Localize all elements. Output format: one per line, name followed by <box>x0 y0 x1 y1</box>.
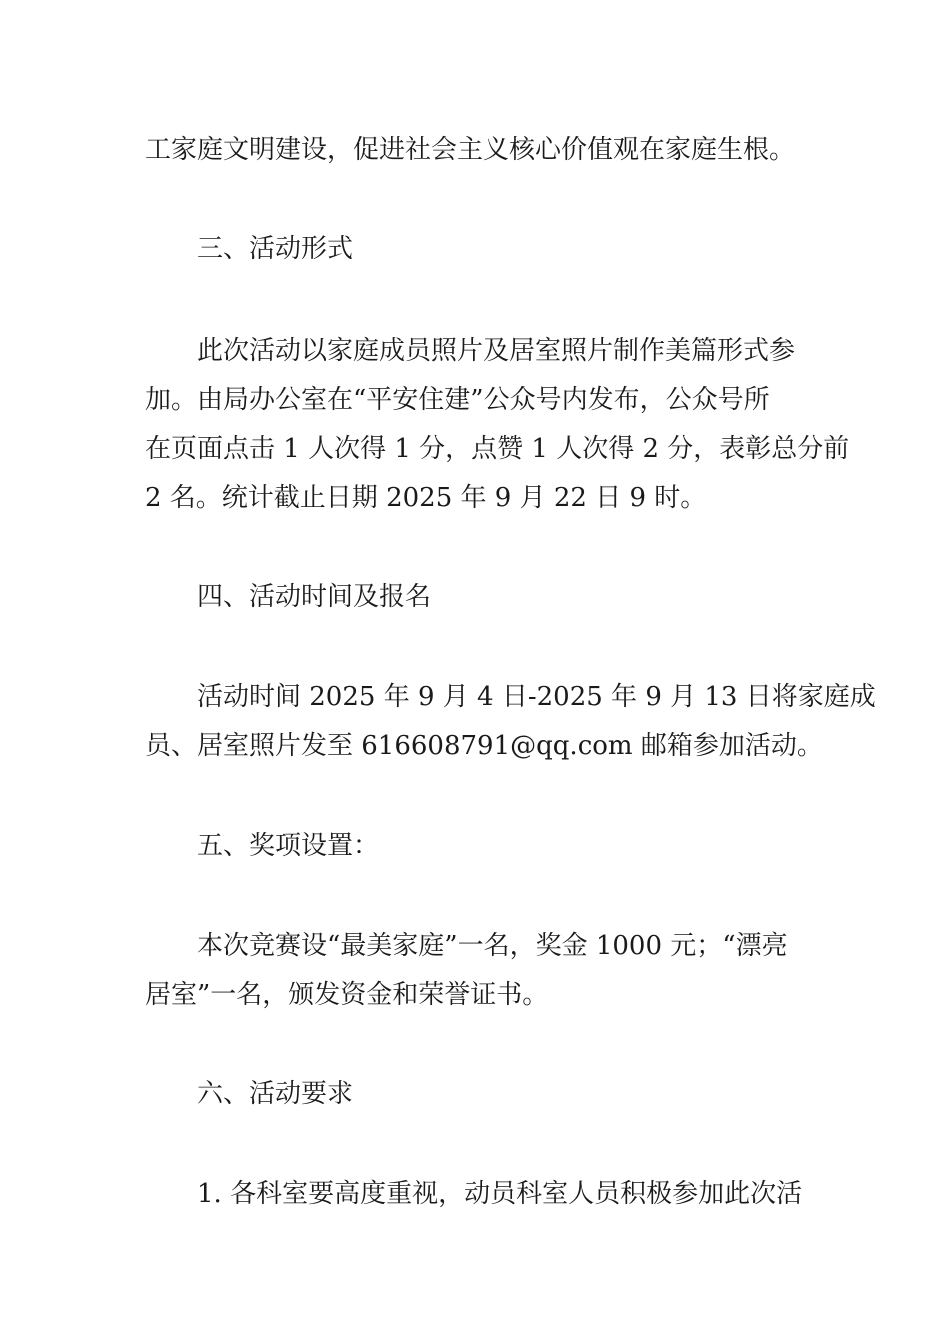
paragraph-line: 工家庭文明建设，促进社会主义核心价值观在家庭生根。 <box>145 135 796 165</box>
paragraph-line: 此次活动以家庭成员照片及居室照片制作美篇形式参 <box>197 336 796 366</box>
section-heading-awards: 五、奖项设置： <box>197 831 380 861</box>
paragraph-line: 1. 各科室要高度重视，动员科室人员积极参加此次活 <box>197 1179 803 1209</box>
paragraph-line: 加。由局办公室在“平安住建”公众号内发布，公众号所 <box>145 385 770 415</box>
paragraph-line: 2 名。统计截止日期 2025 年 9 月 22 日 9 时。 <box>145 483 707 513</box>
paragraph-line: 本次竞赛设“最美家庭”一名，奖金 1000 元；“漂亮 <box>197 931 788 961</box>
section-heading-activity-time: 四、活动时间及报名 <box>197 582 432 612</box>
paragraph-line: 活动时间 2025 年 9 月 4 日-2025 年 9 月 13 日将家庭成 <box>197 682 876 712</box>
paragraph-line: 居室”一名，颁发资金和荣誉证书。 <box>145 980 549 1010</box>
paragraph-line: 在页面点击 1 人次得 1 分，点赞 1 人次得 2 分，表彰总分前 <box>145 434 850 464</box>
section-heading-activity-format: 三、活动形式 <box>197 234 354 264</box>
section-heading-requirements: 六、活动要求 <box>197 1079 354 1109</box>
paragraph-line: 员、居室照片发至 616608791@qq.com 邮箱参加活动。 <box>145 731 823 761</box>
